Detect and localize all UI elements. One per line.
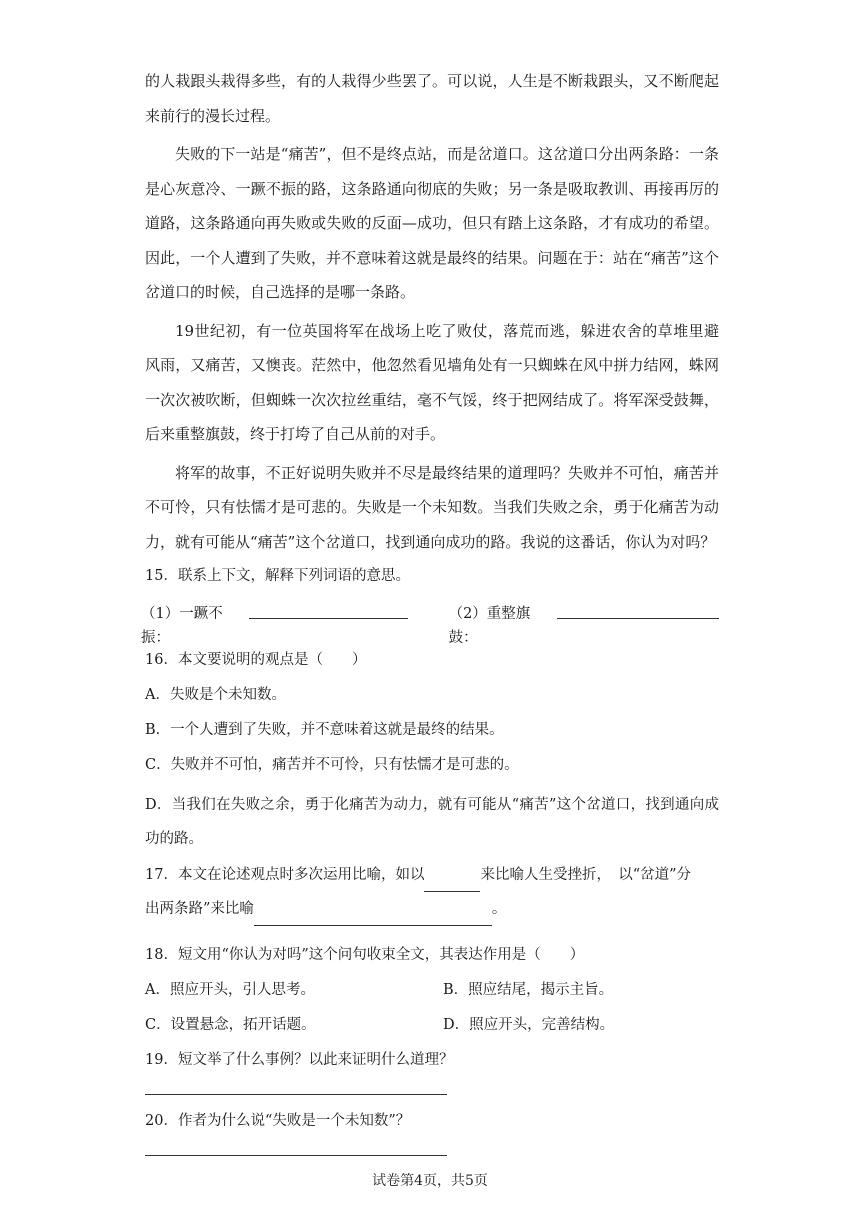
- passage-paragraph-1: 失败的下一站是“痛苦”，但不是终点站，而是岔道口。这岔道口分出两条路：一条是心灰意冷、一蹶不振的路，这条路通向彻底的失败；另一条是吸取教训、再接再厉的道路，这条路通向再失败或失败的反面—成功，但只有踏上这条路，才有成功的希望。因此，一个人遭到了失败，并不意味着这就是最终的结果。问题在于：站在“痛苦”这个岔道口的时候，自己选择的是哪一条路。: [145, 145, 719, 301]
- question-17: [145, 858, 719, 926]
- question-17-part-2: 来比喻人生受挫折， 以“岔道”分: [480, 867, 692, 883]
- question-20-stem: 20．作者为什么说“失败是一个未知数”？: [145, 1113, 411, 1129]
- question-17-part-4: 。: [491, 901, 507, 917]
- question-16-stem: 16．本文要说明的观点是（ ）: [145, 652, 367, 668]
- question-16-option-c[interactable]: C．失败并不可怕，痛苦并不可怜，只有怯懦才是可悲的。: [145, 757, 519, 773]
- passage-paragraph-2: 19世纪初，有一位英国将军在战场上吃了败仗，落荒而逃，躲进农舍的草堆里避风雨，又痛苦，又懊丧。茫然中，他忽然看见墙角处有一只蜘蛛在风中拼力结网，蛛网一次次被吹断，但蜘蛛一次次拉丝重结，毫不气馁，终于把网结成了。将军深受鼓舞，后来重整旗鼓，终于打垮了自己从前的对手。: [145, 321, 719, 443]
- question-15-item-1-answer-blank[interactable]: [249, 602, 407, 619]
- question-15-item-2-answer-blank[interactable]: [557, 602, 719, 619]
- question-17-answer-blank-2[interactable]: [254, 909, 492, 926]
- question-19-answer-line[interactable]: [145, 1094, 447, 1095]
- question-19-stem: 19．短文举了什么事例？以此来证明什么道理？: [145, 1052, 454, 1068]
- question-18-option-c[interactable]: C．设置悬念，拓开话题。: [145, 1017, 316, 1033]
- question-15-stem: 15．联系上下文，解释下列词语的意思。: [145, 568, 410, 584]
- spacer: [408, 602, 449, 626]
- question-16-option-b[interactable]: B．一个人遭到了失败，并不意味着这就是最终的结果。: [145, 722, 504, 738]
- question-16-option-a[interactable]: A．失败是个未知数。: [145, 687, 286, 703]
- question-18-option-b[interactable]: B．照应结尾，揭示主旨。: [443, 982, 614, 998]
- question-17-part-1: 17．本文在论述观点时多次运用比喻，如以: [145, 867, 425, 883]
- question-18-options: [145, 978, 719, 1037]
- page-content: [141, 64, 719, 1156]
- question-17-part-3: 出两条路”来比喻: [145, 901, 254, 917]
- passage-paragraph-0: 的人栽跟头栽得多些，有的人栽得少些罢了。可以说，人生是不断栽跟头，又不断爬起来前行的漫长过程。: [145, 72, 719, 125]
- passage-paragraph-3: 将军的故事，不正好说明失败并不尽是最终结果的道理吗？失败并不可怕，痛苦并不可怜，只有怯懦才是可悲的。失败是一个未知数。当我们失败之余，勇于化痛苦为动力，就有可能从“痛苦”这个岔道口，找到通向成功的路。我说的这番话，你认为对吗？: [145, 463, 719, 551]
- question-15-item-1-label: （1）一蹶不振：: [141, 606, 223, 646]
- question-18-option-a[interactable]: A．照应开头，引人思考。: [145, 982, 315, 998]
- question-15-item-2-label: （2）重整旗鼓：: [448, 606, 531, 646]
- question-18-option-d[interactable]: D．照应开头，完善结构。: [443, 1017, 615, 1033]
- page-footer: 试卷第4页，共5页: [372, 1173, 488, 1189]
- question-16-option-d[interactable]: D．当我们在失败之余，勇于化痛苦为动力，就有可能从“痛苦”这个岔道口，找到通向成功的路。: [145, 797, 719, 847]
- question-15-items: [141, 602, 719, 646]
- question-20-answer-line[interactable]: [145, 1155, 447, 1156]
- question-18-stem: 18．短文用“你认为对吗”这个问句收束全文，其表达作用是（ ）: [145, 947, 585, 963]
- question-17-answer-blank-1[interactable]: [424, 875, 480, 892]
